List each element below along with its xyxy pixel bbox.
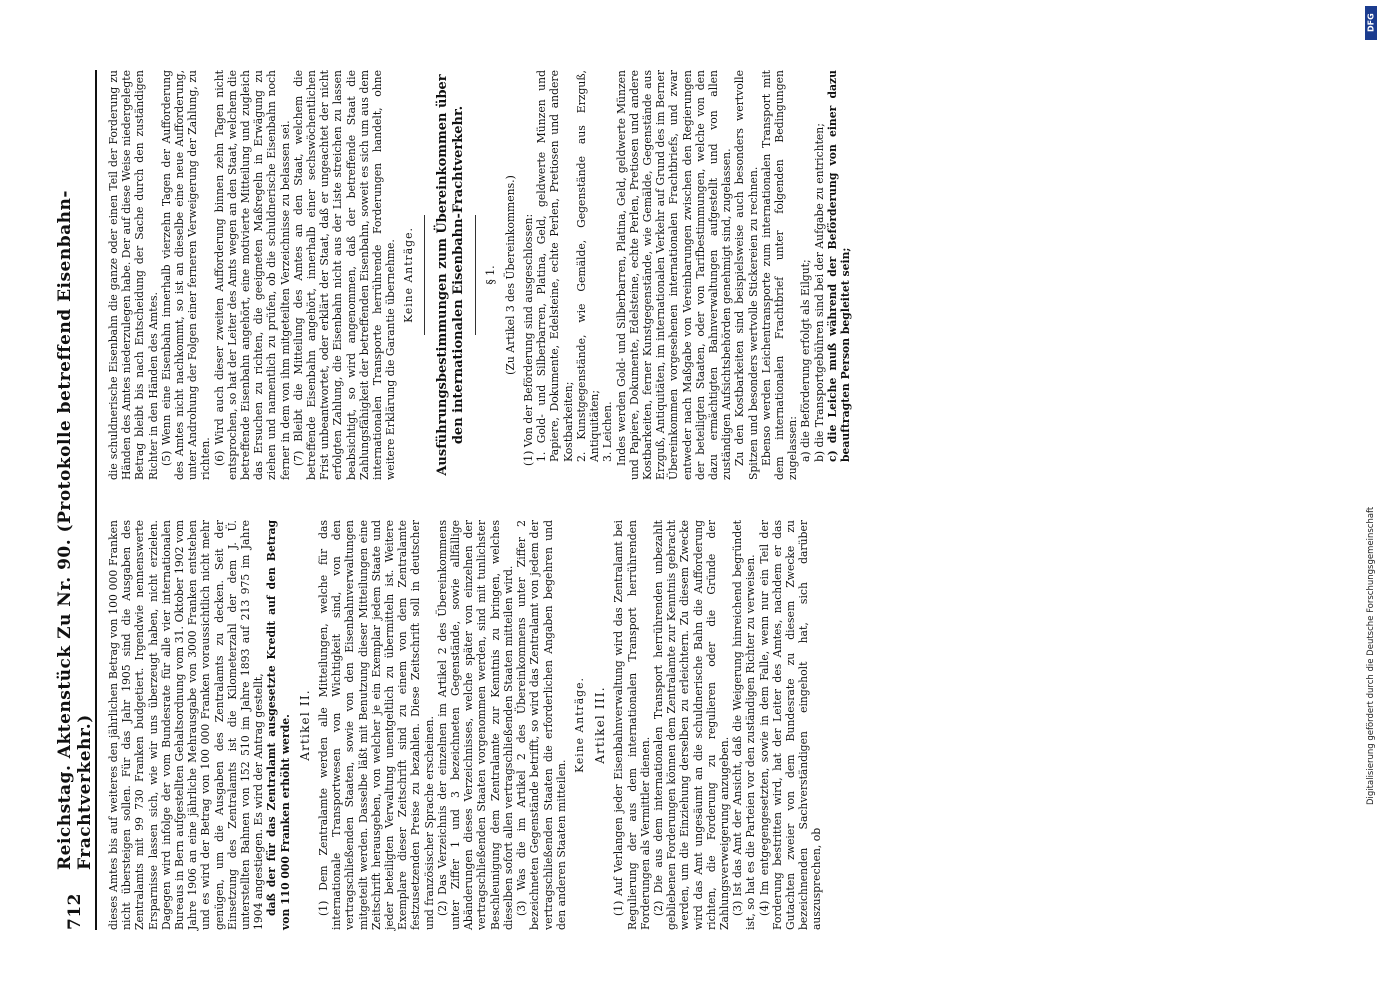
paragraph: (3) Was die im Artikel 2 des Übereinkommens unter Ziffer 2 bezeichneten Gegenstände betrifft, so wird das Zentralamt von jedem der vertragschließenden Staaten die erforderlichen Angaben begehren und den anderen Staaten mitteilen. bbox=[515, 520, 568, 930]
paragraph-subheading: (Zu Artikel 3 des Übereinkommens.) bbox=[503, 175, 517, 375]
paragraph: dieses Amtes bis auf weiteres den jährlichen Betrag von 100 000 Franken nicht übersteigen sollen. Für das Jahr 1905 sind die Ausgaben des Zentralamts mit 99 730 Franken budgetiert. Irgendwie nennenswerte Ersparnisse lassen sich, wie wir uns überzeugt haben, nicht erzielen. Dagegen wird infolge der vom Bundesrate für alle vier internationalen Bureaus in Bern aufgestellten Gehaltsordnung vom 31. Oktober 1902 vom Jahre 1906 an eine jährliche Mehrausgabe von 3000 Franken entstehen und es wird der Betrag von 100 000 Franken voraussichtlich nicht mehr genügen, um die Ausgaben des Zentralamts zu decken. Seit der Einsetzung des Zentralamts ist die Kilometerzahl der dem J. Ü. unterstellten Bahnen von 152 510 im Jahre 1893 auf 213 975 im Jahre 1904 angestiegen. Es wird der Antrag gestellt, bbox=[107, 520, 266, 930]
list-item: 3. Leichen. bbox=[601, 401, 615, 462]
right-column bbox=[107, 70, 852, 480]
paragraph: (3) Ist das Amt der Ansicht, daß die Weigerung hinreichend begründet ist, so hat es die Parteien vor den zuständigen Richter zu verweisen. bbox=[731, 520, 758, 930]
paragraph: Zu den Kostbarkeiten sind beispielsweise auch besonders wertvolle Spitzen und besonders wertvolle Stickereien zu rechnen. bbox=[733, 70, 760, 480]
paragraph-heading: § 1. bbox=[483, 265, 497, 285]
paragraph: (5) Wenn eine Eisenbahn innerhalb vierzehn Tagen der Aufforderung des Amtes nicht nachkommt, so ist an dieselbe eine neue Aufforderung, unter Androhung der Folgen einer ferneren Verweigerung der Zahlung, zu richten. bbox=[159, 70, 213, 480]
motion-paragraph: daß der für das Zentralamt ausgesetzte Kredit auf den Betrag von 110 000 Franken erhöht werde. bbox=[265, 520, 292, 930]
page-number: 712 bbox=[65, 893, 85, 930]
divider bbox=[475, 215, 476, 335]
paragraph: Indes werden Gold- und Silberbarren, Platina, Geld, geldwerte Münzen und Papiere, Dokumente, Edelsteine, echte Perlen, Pretiosen und andere Kostbarkeiten, ferner Kunstgegenstände, wie Gemälde, Gegenstände aus Erzguß, Antiquitäten, im internationalen Verkehr auf Grund des im Berner Übereinkommen vorgesehenen internationalen Frachtbriefs, und zwar entweder nach Maßgabe von Vereinbarungen zwischen den Regierungen der beteiligten Staaten, oder von Tarifbestimmungen, welche von den dazu ermächtigten Bahnverwaltungen aufgestellt und von allen zuständigen Aufsichtsbehörden genehmigt sind, zugelassen. bbox=[614, 70, 734, 480]
paragraph: (1) Auf Verlangen jeder Eisenbahnverwaltung wird das Zentralamt bei Regulierung der aus dem internationalen Transport herrührenden Forderungen als Vermittler dienen. bbox=[612, 520, 652, 930]
digitization-credit: Digitalisierung gefördert durch die Deutsche Forschungsgemeinschaft bbox=[1366, 506, 1376, 805]
list-item: b) die Transportgebühren sind bei der Aufgabe zu entrichten; bbox=[812, 123, 826, 462]
list-item: a) die Beförderung erfolgt als Eilgut; bbox=[799, 259, 813, 462]
paragraph: die schuldnerische Eisenbahn die ganze oder einen Teil der Forderung zu Händen des Amtes niederzulegen habe. Der auf diese Weise niedergelegte Betrag bleibt bis nach Entscheidung der Sache durch den zuständigen Richter in den Händen des Amtes. bbox=[107, 70, 160, 480]
no-motions-note: Keine Anträge. bbox=[572, 677, 586, 773]
left-column bbox=[107, 520, 852, 930]
paragraph: (7) Bleibt die Mitteilung des Amtes an den Staat, welchem die betreffende Eisenbahn angehört, innerhalb einer sechswöchentlichen Frist unbeantwortet, oder erklärt der Staat, daß er ungeachtet der nicht erfolgten Zahlung, die Eisenbahn nicht aus der Liste streichen zu lassen beabsichtigt, so wird angenommen, daß der betreffende Staat die Zahlungsfähigkeit der betreffenden Eisenbahn, soweit es sich um aus dem internationalen Transporte herrührende Forderungen handelt, ohne weitere Erklärung die Garantie übernehme. bbox=[291, 70, 398, 480]
paragraph: (4) Im entgegengesetzten, sowie in dem Falle, wenn nur ein Teil der Forderung bestritten wird, hat der Leiter des Amtes, nachdem er das Gutachten zweier von dem Bundesrate zu diesem Zwecke zu bezeichnenden Sachverständigen eingeholt hat, sich darüber auszusprechen, ob bbox=[757, 520, 824, 930]
document-page bbox=[55, 60, 1305, 940]
paragraph: Ebenso werden Leichentransporte zum internationalen Transport mit dem internationalen Frachtbrief unter folgenden Bedingungen zugelassen: bbox=[759, 70, 800, 480]
dfg-logo: DFG bbox=[1365, 6, 1377, 40]
section-title: Ausführungsbestimmungen zum Übereinkommen über den internationalen Eisenbahn-Frachtverkehr. bbox=[434, 74, 466, 476]
article-heading: Artikel III. bbox=[593, 686, 608, 764]
paragraph: (1) Dem Zentralamte werden alle Mitteilungen, welche für das internationale Transportwesen von Wichtigkeit sind, von den vertragschließenden Staaten, sowie von den Eisenbahnverwaltungen mitgeteilt werden. Dasselbe läßt mit Benutzung dieser Mitteilungen eine Zeitschrift herausgeben, von welcher je ein Exemplar jedem Staate und jeder beteiligten Verwaltung unentgeltlich zu übermitteln ist. Weitere Exemplare dieser Zeitschrift sind zu einem von dem Zentralamte festzusetzenden Preise zu bezahlen. Diese Zeitschrift soll in deutscher und französischer Sprache erscheinen. bbox=[317, 520, 436, 930]
list-item: 2. Kunstgegenstände, wie Gemälde, Gegenstände aus Erzguß, Antiquitäten; bbox=[574, 70, 602, 462]
running-title: Reichstag. Aktenstück Zu Nr. 90. (Protokolle betreffend Eisenbahn-Frachtverkehr.) bbox=[55, 190, 95, 870]
list-item: c) die Leiche muß während der Beförderung von einer dazu beauftragten Person begleitet sein; bbox=[825, 70, 852, 462]
article-heading: Artikel II. bbox=[297, 689, 312, 761]
paragraph: (1) Von der Beförderung sind ausgeschlossen: bbox=[522, 213, 536, 466]
text-columns bbox=[97, 70, 852, 930]
paragraph: (6) Wird auch dieser zweiten Aufforderung binnen zehn Tagen nicht entsprochen, so hat der Leiter des Amts wegen an den Staat, welchem die betreffende Eisenbahn angehört, eine motivierte Mitteilung und zugleich das Ersuchen zu richten, die geeigneten Maßregeln in Erwägung zu ziehen und namentlich zu prüfen, ob die schuldnerische Eisenbahn noch ferner in dem von ihm mitgeteilten Verzeichnisse zu belassen sei. bbox=[212, 70, 292, 480]
running-header bbox=[55, 70, 97, 930]
paragraph: (2) Die aus dem internationalen Transport herrührenden unbezahlt gebliebenen Forderungen können dem Zentralamte zur Kenntnis gebracht werden, um die Einziehung derselben zu erleichtern. Zu diesem Zwecke wird das Amt ungesäumt an die schuldnerische Bahn die Aufforderung richten, die Forderung zu regulieren oder die Gründe der Zahlungsverweigerung anzugeben. bbox=[651, 520, 731, 930]
paragraph: (2) Das Verzeichnis der einzelnen im Artikel 2 des Übereinkommens unter Ziffer 1 und 3 bezeichneten Gegenstände, sowie allfällige Abänderungen dieses Verzeichnisses, welche später von einzelnen der vertragschließenden Staaten vorgenommen werden, sind mit tunlichster Beschleunigung dem Zentralamte zur Kenntnis zu bringen, welches dieselben sofort allen vertragschließenden Staaten mitteilen wird. bbox=[435, 520, 515, 930]
divider bbox=[424, 215, 425, 335]
list-item: 1. Gold- und Silberbarren, Platina, Geld, geldwerte Münzen und Papiere, Dokumente, Edelsteine, echte Perlen, Pretiosen und andere Kostbarkeiten; bbox=[535, 70, 575, 462]
no-motions-note: Keine Anträge. bbox=[402, 227, 416, 323]
